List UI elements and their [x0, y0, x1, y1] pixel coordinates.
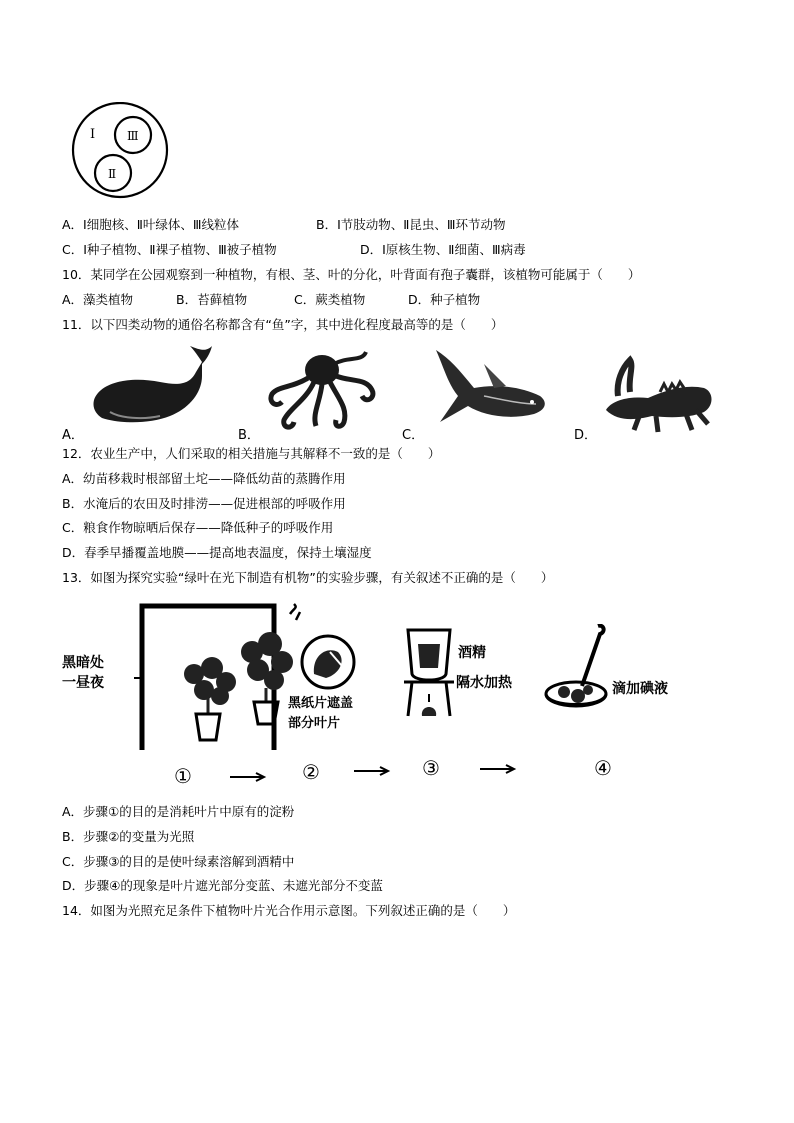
q10-option-a: A．藻类植物 [62, 292, 134, 307]
outer-circle [73, 103, 167, 197]
q11-stem: 11．以下四类动物的通俗名称都含有“鱼”字，其中进化程度最高等的是（ ） [62, 317, 504, 332]
venn-label-ii: Ⅱ [108, 167, 117, 181]
q13-option-c: C．步骤③的目的是使叶绿素溶解到酒精中 [62, 854, 295, 869]
q12-option-d: D．春季早播覆盖地膜——提高地表温度，保持土壤湿度 [62, 545, 372, 560]
paper-label-2: 部分叶片 [288, 716, 341, 731]
venn-label-iii: Ⅲ [127, 129, 139, 143]
q13-stem: 13．如图为探究实验“绿叶在光下制造有机物”的实验步骤，有关叙述不正确的是（ ） [62, 570, 554, 585]
q10-option-d: D．种子植物 [408, 292, 481, 307]
dark-label-1: 黑暗处 [62, 655, 104, 671]
q12-stem: 12．农业生产中，人们采取的相关措施与其解释不一致的是（ ） [62, 446, 441, 461]
q13-option-d: D．步骤④的现象是叶片遮光部分变蓝、未遮光部分不变蓝 [62, 878, 383, 893]
arrow-1-icon [230, 772, 270, 782]
q9-option-a: A．Ⅰ细胞核、Ⅱ叶绿体、Ⅲ线粒体 [62, 217, 240, 232]
step-2-number: ② [302, 760, 320, 784]
q12-option-b: B．水淹后的农田及时排涝——促进根部的呼吸作用 [62, 496, 346, 511]
q10-option-b: B．苔藓植物 [176, 292, 248, 307]
iodine-dish [542, 624, 614, 720]
q11-label-c: C． [402, 428, 425, 443]
step-4-number: ④ [594, 756, 612, 780]
fish-image [424, 344, 552, 432]
q11-label-b: B． [238, 428, 260, 443]
q10-stem: 10．某同学在公园观察到一种植物，有根、茎、叶的分化，叶背面有孢子囊群，该植物可能属于（ ） [62, 267, 641, 282]
iodine-label: 滴加碘液 [612, 681, 668, 697]
q12-option-a: A．幼苗移栽时根部留土坨——降低幼苗的蒸腾作用 [62, 471, 346, 486]
q12-option-c: C．粮食作物晾晒后保存——降低种子的呼吸作用 [62, 520, 334, 535]
dark-label-2: 一昼夜 [62, 675, 104, 691]
arrow-2-icon [354, 766, 394, 776]
paper-label-1: 黑纸片遮盖 [288, 696, 354, 711]
q13-option-b: B．步骤②的变量为光照 [62, 829, 195, 844]
venn-label-i: Ⅰ [90, 127, 96, 142]
q14-stem: 14．如图为光照充足条件下植物叶片光合作用示意图。下列叙述正确的是（ ） [62, 903, 516, 918]
water-bath-label: 隔水加热 [456, 675, 512, 691]
octopus-image [262, 348, 380, 432]
water-bath-apparatus [398, 624, 460, 724]
step-1-number: ① [174, 764, 192, 788]
q11-label-a: A． [62, 428, 84, 443]
q13-option-a: A．步骤①的目的是消耗叶片中原有的淀粉 [62, 804, 295, 819]
step-3-number: ③ [422, 756, 440, 780]
q10-option-c: C．蕨类植物 [294, 292, 366, 307]
arrow-3-icon [480, 764, 520, 774]
whale-image [90, 342, 215, 430]
q9-option-d: D．Ⅰ原核生物、Ⅱ细菌、Ⅲ病毒 [360, 242, 526, 257]
q9-option-c: C．Ⅰ种子植物、Ⅱ裸子植物、Ⅲ被子植物 [62, 242, 277, 257]
salamander-image [600, 352, 718, 434]
venn-diagram [68, 102, 172, 200]
q11-label-d: D． [574, 428, 598, 443]
alcohol-label: 酒精 [458, 645, 486, 661]
q13-experiment-figure [60, 598, 668, 794]
q9-option-b: B．Ⅰ节肢动物、Ⅱ昆虫、Ⅲ环节动物 [316, 217, 506, 232]
